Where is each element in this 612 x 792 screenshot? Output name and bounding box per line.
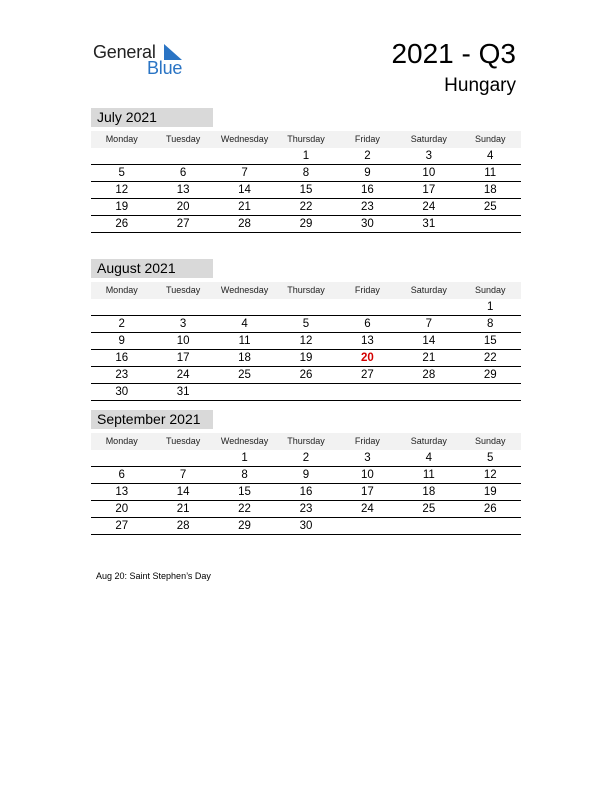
day-cell: 28 — [238, 218, 251, 230]
day-cell: 12 — [299, 335, 313, 347]
day-cell-empty — [91, 148, 152, 164]
day-cell: 29 — [299, 218, 313, 230]
day-cell: 27 — [361, 369, 374, 381]
day-cell: 8 — [487, 318, 494, 330]
day-cell: 19 — [115, 201, 129, 213]
day-cell: 9 — [118, 335, 125, 347]
day-cell: 31 — [422, 218, 436, 230]
day-cell: 16 — [361, 184, 374, 196]
week-row — [91, 299, 521, 316]
day-cell-empty — [152, 450, 213, 466]
weekday-label: Thursday — [287, 134, 325, 144]
day-cell: 2 — [364, 150, 371, 162]
weekday-label: Saturday — [410, 134, 447, 144]
day-cell: 9 — [364, 167, 371, 179]
weekday-label: Saturday — [410, 436, 447, 446]
month-calendar-september — [91, 410, 521, 535]
day-cell: 4 — [487, 150, 494, 162]
week-row — [91, 367, 521, 384]
day-cell: 7 — [425, 318, 433, 330]
day-cell: 31 — [176, 386, 190, 398]
holiday-note: Aug 20: Saint Stephen’s Day — [96, 571, 211, 581]
day-cell: 30 — [115, 386, 129, 398]
page-title: 2021 - Q3 — [391, 38, 516, 69]
weekday-header-row — [91, 282, 521, 299]
day-cell: 23 — [299, 503, 313, 515]
day-cell: 17 — [176, 352, 190, 364]
week-row — [91, 350, 521, 367]
day-cell: 22 — [238, 503, 251, 515]
day-cell: 26 — [115, 218, 129, 230]
day-cell-empty — [275, 299, 336, 315]
weekday-label: Wednesday — [220, 134, 269, 144]
day-cell: 7 — [241, 167, 248, 179]
week-row — [91, 316, 521, 333]
day-cell: 14 — [422, 335, 436, 347]
day-cell: 22 — [483, 352, 497, 364]
weekday-label: Tuesday — [166, 436, 201, 446]
generalblue-logo — [93, 40, 193, 80]
day-cell: 10 — [361, 469, 374, 481]
day-cell-empty — [214, 299, 275, 315]
day-cell: 28 — [422, 369, 436, 381]
day-cell: 10 — [176, 335, 190, 347]
logo-text-general: General — [93, 42, 156, 62]
day-cell: 6 — [179, 167, 187, 179]
day-cell: 7 — [179, 469, 187, 481]
weekday-label: Thursday — [287, 436, 325, 446]
day-cell: 14 — [176, 486, 190, 498]
week-row — [91, 199, 521, 216]
day-cell: 10 — [422, 167, 436, 179]
day-cell: 12 — [115, 184, 129, 196]
day-cell: 13 — [176, 184, 190, 196]
day-cell: 3 — [425, 150, 433, 162]
weekday-label: Thursday — [287, 285, 325, 295]
weekday-header-row — [91, 433, 521, 450]
weekday-label: Monday — [105, 436, 138, 446]
week-row — [91, 165, 521, 182]
day-cell: 16 — [299, 486, 313, 498]
month-label: August 2021 — [91, 259, 213, 278]
day-cell: 3 — [179, 318, 187, 330]
day-cell: 5 — [118, 167, 125, 179]
day-cell: 4 — [241, 318, 248, 330]
day-cell: 13 — [115, 486, 129, 498]
day-cell-empty — [337, 518, 398, 534]
day-cell: 25 — [238, 369, 251, 381]
day-cell: 24 — [176, 369, 190, 381]
day-cell: 26 — [299, 369, 313, 381]
day-cell: 1 — [302, 150, 310, 162]
month-calendar-august — [91, 259, 521, 401]
day-cell-empty — [460, 518, 521, 534]
day-cell: 25 — [422, 503, 436, 515]
day-cell-empty — [91, 450, 152, 466]
day-cell: 3 — [364, 452, 371, 464]
day-cell: 21 — [176, 503, 190, 515]
day-cell: 5 — [302, 318, 310, 330]
day-cell: 11 — [422, 469, 435, 481]
day-cell: 26 — [483, 503, 497, 515]
day-cell-empty — [152, 148, 213, 164]
day-cell: 28 — [176, 520, 190, 532]
day-cell-empty — [214, 384, 275, 400]
day-cell: 21 — [238, 201, 251, 213]
day-cell: 24 — [361, 503, 374, 515]
day-cell: 20 — [176, 201, 190, 213]
day-cell: 6 — [364, 318, 371, 330]
weekday-label: Sunday — [474, 436, 506, 446]
day-cell: 18 — [238, 352, 251, 364]
weekday-label: Friday — [354, 285, 380, 295]
day-cell: 17 — [361, 486, 374, 498]
day-cell: 22 — [299, 201, 313, 213]
day-cell-empty — [91, 299, 152, 315]
weekday-label: Tuesday — [166, 285, 201, 295]
weekday-label: Friday — [354, 134, 380, 144]
month-label: July 2021 — [91, 108, 213, 127]
weekday-label: Saturday — [410, 285, 447, 295]
day-cell: 8 — [241, 469, 248, 481]
day-cell: 25 — [483, 201, 497, 213]
week-row — [91, 216, 521, 233]
day-cell: 30 — [299, 520, 313, 532]
week-row — [91, 467, 521, 484]
day-cell: 29 — [483, 369, 497, 381]
day-cell: 11 — [238, 335, 251, 347]
week-row — [91, 484, 521, 501]
day-cell: 24 — [422, 201, 436, 213]
day-cell: 15 — [483, 335, 497, 347]
day-cell-empty — [275, 384, 336, 400]
day-cell: 5 — [487, 452, 494, 464]
day-cell: 1 — [487, 301, 494, 313]
day-cell: 16 — [115, 352, 129, 364]
week-row — [91, 333, 521, 350]
day-cell: 9 — [302, 469, 310, 481]
day-cell-empty — [398, 518, 459, 534]
weekday-header-row — [91, 131, 521, 148]
day-cell: 1 — [241, 452, 248, 464]
day-cell: 2 — [302, 452, 310, 464]
day-cell-empty — [460, 384, 521, 400]
day-cell: 8 — [302, 167, 310, 179]
week-row — [91, 384, 521, 401]
day-cell: 2 — [118, 318, 125, 330]
month-label: September 2021 — [91, 410, 213, 429]
day-cell: 18 — [422, 486, 436, 498]
day-cell: 19 — [483, 486, 497, 498]
day-cell-empty — [337, 299, 398, 315]
weekday-label: Sunday — [474, 285, 506, 295]
day-cell: 19 — [299, 352, 313, 364]
day-cell-empty — [460, 216, 521, 232]
day-cell: 23 — [115, 369, 129, 381]
day-cell: 14 — [238, 184, 251, 196]
day-cell: 11 — [484, 167, 497, 179]
weekday-label: Wednesday — [220, 436, 269, 446]
day-cell: 13 — [361, 335, 374, 347]
day-cell-empty — [398, 384, 459, 400]
day-cell-empty — [214, 148, 275, 164]
day-cell: 12 — [483, 469, 497, 481]
country-name: Hungary — [444, 75, 516, 96]
day-cell: 6 — [118, 469, 125, 481]
day-cell: 27 — [176, 218, 190, 230]
day-cell-empty — [398, 299, 459, 315]
weekday-label: Sunday — [474, 134, 506, 144]
weekday-label: Wednesday — [220, 285, 269, 295]
weekday-label: Monday — [105, 285, 138, 295]
day-cell: 15 — [238, 486, 251, 498]
week-row — [91, 518, 521, 535]
day-cell-holiday: 20 — [361, 352, 374, 364]
day-cell: 27 — [115, 520, 129, 532]
weekday-label: Friday — [354, 436, 380, 446]
day-cell: 23 — [361, 201, 374, 213]
week-row — [91, 501, 521, 518]
day-cell: 4 — [425, 452, 433, 464]
day-cell: 21 — [422, 352, 436, 364]
day-cell: 30 — [361, 218, 374, 230]
logo-text-blue: Blue — [147, 58, 183, 78]
week-row — [91, 182, 521, 199]
day-cell-empty — [152, 299, 213, 315]
month-calendar-july — [91, 108, 521, 233]
week-row — [91, 450, 521, 467]
week-row — [91, 148, 521, 165]
day-cell: 15 — [299, 184, 313, 196]
day-cell-empty — [337, 384, 398, 400]
weekday-label: Tuesday — [166, 134, 201, 144]
weekday-label: Monday — [105, 134, 138, 144]
day-cell: 20 — [115, 503, 129, 515]
day-cell: 18 — [483, 184, 497, 196]
day-cell: 29 — [238, 520, 251, 532]
day-cell: 17 — [422, 184, 436, 196]
